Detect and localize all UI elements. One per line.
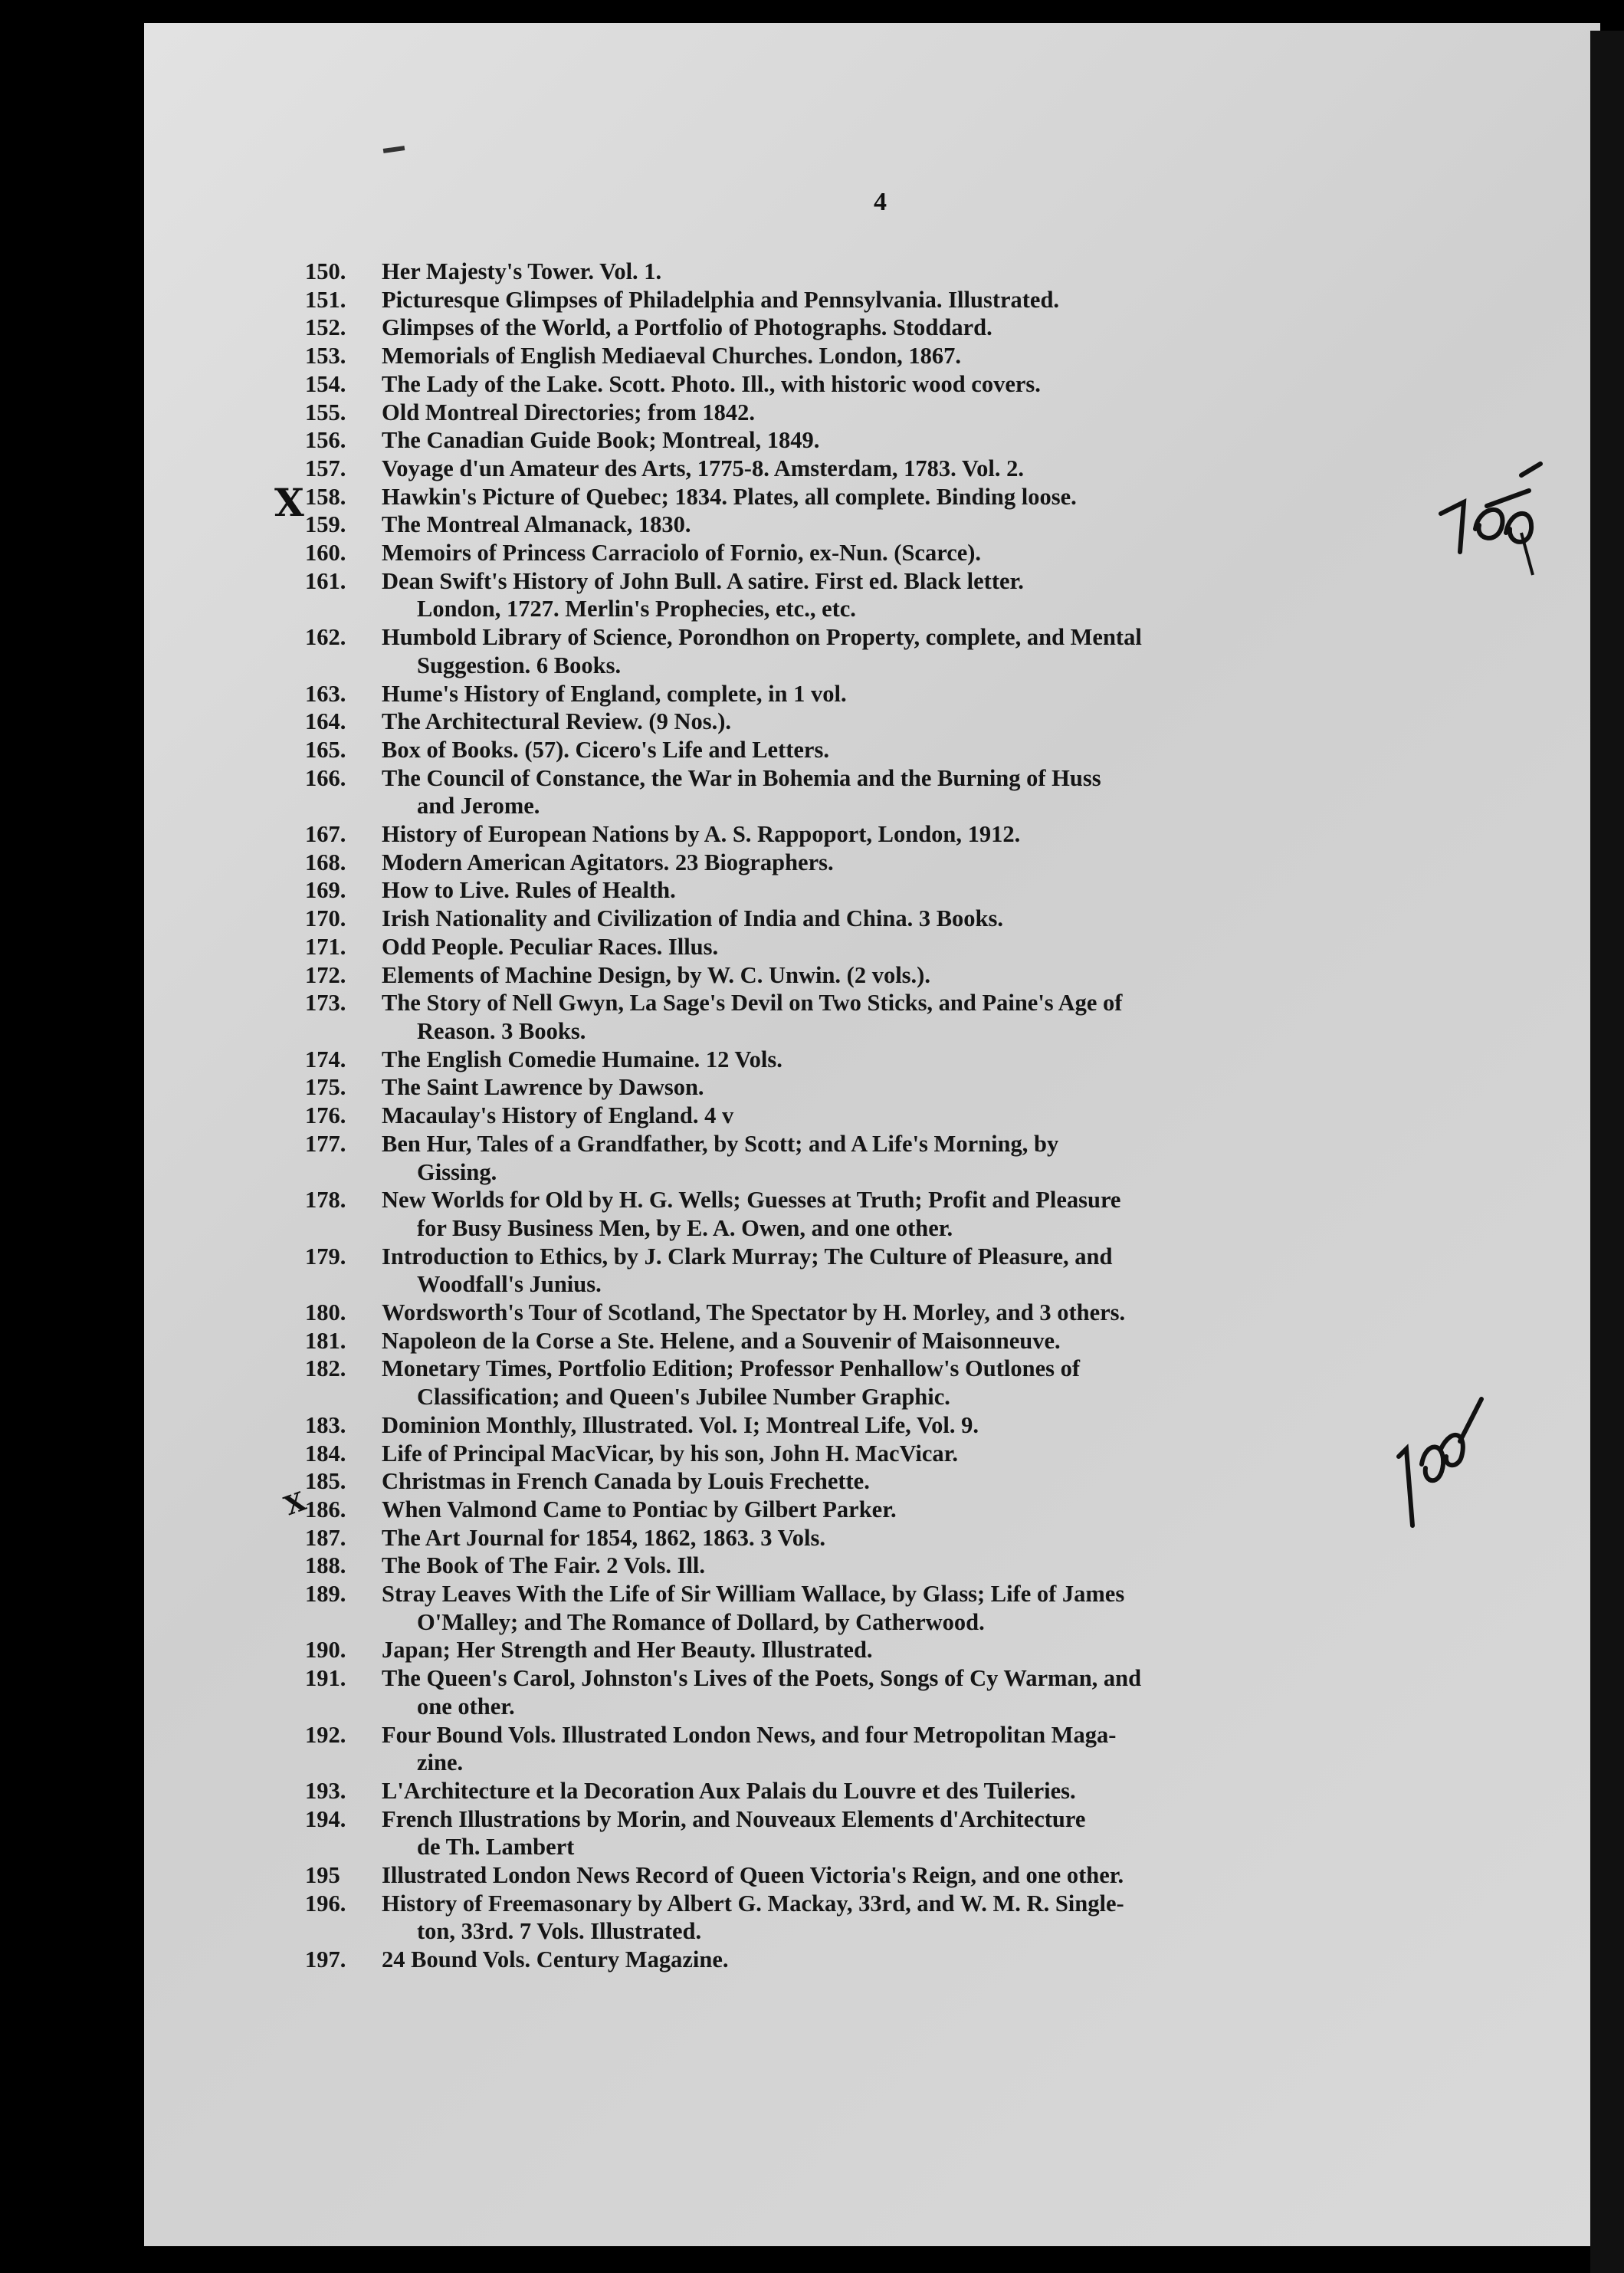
list-item xyxy=(305,314,1455,342)
item-description xyxy=(382,511,1455,539)
item-continuation-line: ton, 33rd. 7 Vols. Illustrated. xyxy=(417,1918,702,1945)
item-number: 164. xyxy=(305,708,346,735)
item-number: 155. xyxy=(305,399,346,425)
item-line: Stray Leaves With the Life of Sir William Wallace, by Glass; Life of James xyxy=(382,1581,1125,1608)
item-number: 158. xyxy=(305,483,346,510)
list-item xyxy=(305,1130,1455,1186)
item-description xyxy=(382,1496,1455,1524)
list-item xyxy=(305,370,1455,399)
item-description xyxy=(382,680,1455,708)
item-number: 151. xyxy=(305,286,346,313)
item-line: History of Freemasonary by Albert G. Mackay, 33rd, and W. M. R. Single- xyxy=(382,1890,1124,1917)
item-line: The English Comedie Humaine. 12 Vols. xyxy=(382,1046,782,1072)
item-line: Illustrated London News Record of Queen Victoria's Reign, and one other. xyxy=(382,1862,1124,1889)
item-description xyxy=(382,849,1455,877)
list-item xyxy=(305,258,1455,286)
item-continuation-line: London, 1727. Merlin's Prophecies, etc., etc. xyxy=(417,596,856,622)
item-number: 176. xyxy=(305,1102,346,1129)
item-description xyxy=(382,1327,1455,1355)
item-continuation-line: and Jerome. xyxy=(417,793,540,820)
list-item xyxy=(305,1946,1455,1974)
list-item xyxy=(305,511,1455,539)
list-item xyxy=(305,680,1455,708)
item-number: 196. xyxy=(305,1890,346,1917)
list-item xyxy=(305,905,1455,933)
item-number: 184. xyxy=(305,1440,346,1467)
item-number: 180. xyxy=(305,1299,346,1326)
item-number: 173. xyxy=(305,990,346,1017)
item-number: 179. xyxy=(305,1243,346,1270)
item-line: Memoirs of Princess Carraciolo of Fornio, ex-Nun. (Scarce). xyxy=(382,540,982,567)
item-description xyxy=(382,820,1455,849)
list-item xyxy=(305,1355,1455,1411)
item-number: 193. xyxy=(305,1777,346,1804)
item-number: 157. xyxy=(305,455,346,481)
item-description xyxy=(382,455,1455,483)
item-number: 194. xyxy=(305,1805,346,1832)
item-description xyxy=(382,1130,1455,1186)
item-line: The Council of Constance, the War in Bohemia and the Burning of Huss xyxy=(382,764,1101,791)
list-item xyxy=(305,1467,1455,1496)
list-item xyxy=(305,1243,1455,1299)
item-line: The Queen's Carol, Johnston's Lives of the Poets, Songs of Cy Warman, and xyxy=(382,1665,1142,1692)
item-description xyxy=(382,961,1455,990)
item-continuation-line: Gissing. xyxy=(417,1158,497,1185)
item-line: Four Bound Vols. Illustrated London News, and four Metropolitan Maga- xyxy=(382,1721,1117,1748)
list-item xyxy=(305,1721,1455,1777)
item-description xyxy=(382,370,1455,399)
item-line: Irish Nationality and Civilization of India and China. 3 Books. xyxy=(382,905,1003,932)
item-number: 153. xyxy=(305,343,346,370)
item-line: When Valmond Came to Pontiac by Gilbert Parker. xyxy=(382,1496,897,1522)
item-number: 156. xyxy=(305,427,346,454)
item-continuation-line: Classification; and Queen's Jubilee Number Graphic. xyxy=(417,1384,950,1411)
item-number: 195 xyxy=(305,1862,340,1889)
item-description xyxy=(382,764,1455,820)
item-description xyxy=(382,1186,1455,1242)
list-item xyxy=(305,1861,1455,1890)
list-item xyxy=(305,1046,1455,1074)
item-number: 161. xyxy=(305,567,346,594)
item-line: The Canadian Guide Book; Montreal, 1849. xyxy=(382,427,820,454)
item-description xyxy=(382,1861,1455,1890)
item-line: The Saint Lawrence by Dawson. xyxy=(382,1074,704,1101)
item-description xyxy=(382,1580,1455,1636)
item-number: 154. xyxy=(305,370,346,397)
item-number: 162. xyxy=(305,624,346,651)
item-number: 187. xyxy=(305,1524,346,1551)
item-line: Memorials of English Mediaeval Churches. London, 1867. xyxy=(382,343,962,370)
list-item xyxy=(305,455,1455,483)
item-number: 186. xyxy=(305,1496,346,1522)
item-line: Napoleon de la Corse a Ste. Helene, and a Souvenir of Maisonneuve. xyxy=(382,1327,1061,1354)
item-description xyxy=(382,1073,1455,1102)
item-number: 181. xyxy=(305,1327,346,1354)
list-item xyxy=(305,1524,1455,1552)
list-item xyxy=(305,764,1455,820)
item-continuation-line: Reason. 3 Books. xyxy=(417,1017,586,1044)
item-description xyxy=(382,1355,1455,1411)
item-number: 152. xyxy=(305,314,346,341)
x-mark-annotation-2: X xyxy=(280,1486,310,1522)
item-number: 177. xyxy=(305,1130,346,1157)
item-continuation-line: Woodfall's Junius. xyxy=(417,1271,602,1298)
item-line: The Lady of the Lake. Scott. Photo. Ill., with historic wood covers. xyxy=(382,370,1041,397)
item-continuation-line: O'Malley; and The Romance of Dollard, by Catherwood. xyxy=(417,1608,985,1635)
item-number: 178. xyxy=(305,1187,346,1214)
item-line: Life of Principal MacVicar, by his son, John H. MacVicar. xyxy=(382,1440,959,1467)
item-line: Elements of Machine Design, by W. C. Unwin. (2 vols.). xyxy=(382,961,930,988)
item-description xyxy=(382,483,1455,511)
item-description xyxy=(382,989,1455,1045)
item-continuation-line: for Busy Business Men, by E. A. Owen, and one other. xyxy=(417,1214,953,1241)
list-item xyxy=(305,539,1455,567)
item-number: 160. xyxy=(305,540,346,567)
item-number: 182. xyxy=(305,1355,346,1382)
list-item xyxy=(305,1327,1455,1355)
item-number: 163. xyxy=(305,680,346,707)
list-item xyxy=(305,399,1455,427)
list-item xyxy=(305,1664,1455,1720)
list-item xyxy=(305,1890,1455,1946)
item-description xyxy=(382,258,1455,286)
item-number: 185. xyxy=(305,1468,346,1495)
list-item xyxy=(305,1496,1455,1524)
item-description xyxy=(382,1721,1455,1777)
item-description xyxy=(382,623,1455,679)
item-description xyxy=(382,708,1455,736)
item-description xyxy=(382,1805,1455,1861)
item-number: 170. xyxy=(305,905,346,932)
item-description xyxy=(382,286,1455,314)
list-item xyxy=(305,342,1455,370)
item-description xyxy=(382,1636,1455,1664)
item-description xyxy=(382,426,1455,455)
item-number: 190. xyxy=(305,1637,346,1664)
item-number: 150. xyxy=(305,258,346,284)
item-line: Christmas in French Canada by Louis Frechette. xyxy=(382,1468,870,1495)
item-line: Hume's History of England, complete, in 1 vol. xyxy=(382,680,847,707)
item-description xyxy=(382,876,1455,905)
handwritten-price-mark-bottom xyxy=(1391,1395,1491,1549)
list-item xyxy=(305,989,1455,1045)
item-number: 168. xyxy=(305,849,346,875)
item-description xyxy=(382,1299,1455,1327)
item-line: Odd People. Peculiar Races. Illus. xyxy=(382,933,719,960)
item-description xyxy=(382,342,1455,370)
item-number: 174. xyxy=(305,1046,346,1072)
item-description xyxy=(382,1552,1455,1580)
item-number: 159. xyxy=(305,511,346,538)
item-description xyxy=(382,1243,1455,1299)
item-description xyxy=(382,1777,1455,1805)
list-item xyxy=(305,933,1455,961)
item-line: Old Montreal Directories; from 1842. xyxy=(382,399,756,425)
item-number: 172. xyxy=(305,961,346,988)
list-item xyxy=(305,820,1455,849)
item-line: The Book of The Fair. 2 Vols. Ill. xyxy=(382,1552,706,1579)
item-line: French Illustrations by Morin, and Nouveaux Elements d'Architecture xyxy=(382,1805,1086,1832)
list-item xyxy=(305,1186,1455,1242)
item-number: 175. xyxy=(305,1074,346,1101)
item-line: Monetary Times, Portfolio Edition; Professor Penhallow's Outlones of xyxy=(382,1355,1081,1382)
item-continuation-line: Suggestion. 6 Books. xyxy=(417,652,622,678)
item-number: 192. xyxy=(305,1721,346,1748)
item-line: Wordsworth's Tour of Scotland, The Spectator by H. Morley, and 3 others. xyxy=(382,1299,1126,1326)
item-line: The Art Journal for 1854, 1862, 1863. 3 Vols. xyxy=(382,1524,825,1551)
list-item xyxy=(305,1552,1455,1580)
list-item xyxy=(305,849,1455,877)
item-number: 197. xyxy=(305,1946,346,1973)
item-description xyxy=(382,1046,1455,1074)
item-line: History of European Nations by A. S. Rappoport, London, 1912. xyxy=(382,821,1021,848)
item-description xyxy=(382,1664,1455,1720)
item-line: New Worlds for Old by H. G. Wells; Guesses at Truth; Profit and Pleasure xyxy=(382,1187,1121,1214)
list-item xyxy=(305,623,1455,679)
item-line: How to Live. Rules of Health. xyxy=(382,877,676,904)
item-description xyxy=(382,567,1455,623)
page-edge-shadow xyxy=(1590,31,1624,2273)
item-description xyxy=(382,399,1455,427)
item-description xyxy=(382,933,1455,961)
item-number: 165. xyxy=(305,736,346,763)
item-description xyxy=(382,1946,1455,1974)
item-number: 188. xyxy=(305,1552,346,1579)
item-line: Picturesque Glimpses of Philadelphia and Pennsylvania. Illustrated. xyxy=(382,286,1060,313)
list-item xyxy=(305,1411,1455,1440)
item-line: Macaulay's History of England. 4 v xyxy=(382,1102,734,1129)
list-item xyxy=(305,426,1455,455)
item-line: Humbold Library of Science, Porondhon on Property, complete, and Mental xyxy=(382,624,1142,651)
page-number: 4 xyxy=(874,188,887,216)
item-line: Box of Books. (57). Cicero's Life and Letters. xyxy=(382,736,829,763)
item-description xyxy=(382,1890,1455,1946)
item-number: 169. xyxy=(305,877,346,904)
list-item xyxy=(305,961,1455,990)
item-description xyxy=(382,1411,1455,1440)
item-number: 189. xyxy=(305,1581,346,1608)
list-item xyxy=(305,286,1455,314)
item-line: 24 Bound Vols. Century Magazine. xyxy=(382,1946,729,1973)
item-line: The Montreal Almanack, 1830. xyxy=(382,511,691,538)
item-line: Her Majesty's Tower. Vol. 1. xyxy=(382,258,662,284)
item-line: Voyage d'un Amateur des Arts, 1775-8. Amsterdam, 1783. Vol. 2. xyxy=(382,455,1024,481)
item-description xyxy=(382,736,1455,764)
item-line: Introduction to Ethics, by J. Clark Murray; The Culture of Pleasure, and xyxy=(382,1243,1113,1270)
item-line: Glimpses of the World, a Portfolio of Photographs. Stoddard. xyxy=(382,314,992,341)
item-continuation-line: one other. xyxy=(417,1693,515,1720)
list-item xyxy=(305,1102,1455,1130)
item-description xyxy=(382,314,1455,342)
item-line: Dominion Monthly, Illustrated. Vol. I; Montreal Life, Vol. 9. xyxy=(382,1411,979,1438)
handwritten-price-mark-top xyxy=(1433,460,1548,583)
list-item xyxy=(305,736,1455,764)
list-item xyxy=(305,1805,1455,1861)
item-line: Hawkin's Picture of Quebec; 1834. Plates, all complete. Binding loose. xyxy=(382,483,1077,510)
item-continuation-line: zine. xyxy=(417,1749,464,1776)
item-line: Japan; Her Strength and Her Beauty. Illustrated. xyxy=(382,1637,873,1664)
item-description xyxy=(382,905,1455,933)
list-item xyxy=(305,1073,1455,1102)
list-item xyxy=(305,1580,1455,1636)
item-description xyxy=(382,1467,1455,1496)
item-description xyxy=(382,539,1455,567)
item-line: Modern American Agitators. 23 Biographers. xyxy=(382,849,834,875)
list-item xyxy=(305,708,1455,736)
item-number: 167. xyxy=(305,821,346,848)
x-mark-annotation: X xyxy=(274,480,304,525)
item-continuation-line: de Th. Lambert xyxy=(417,1834,575,1861)
item-line: The Architectural Review. (9 Nos.). xyxy=(382,708,732,735)
list-item xyxy=(305,876,1455,905)
list-item xyxy=(305,1777,1455,1805)
item-number: 171. xyxy=(305,933,346,960)
list-item xyxy=(305,483,1455,511)
list-item xyxy=(305,1440,1455,1468)
item-description xyxy=(382,1440,1455,1468)
list-item xyxy=(305,1299,1455,1327)
item-number: 166. xyxy=(305,764,346,791)
item-number: 191. xyxy=(305,1665,346,1692)
item-line: Ben Hur, Tales of a Grandfather, by Scott; and A Life's Morning, by xyxy=(382,1130,1059,1157)
item-line: The Story of Nell Gwyn, La Sage's Devil on Two Sticks, and Paine's Age of xyxy=(382,990,1123,1017)
catalogue-list xyxy=(305,258,1455,1974)
item-line: Dean Swift's History of John Bull. A satire. First ed. Black letter. xyxy=(382,567,1024,594)
item-description xyxy=(382,1524,1455,1552)
list-item xyxy=(305,567,1455,623)
item-line: L'Architecture et la Decoration Aux Palais du Louvre et des Tuileries. xyxy=(382,1777,1076,1804)
list-item xyxy=(305,1636,1455,1664)
item-description xyxy=(382,1102,1455,1130)
item-number: 183. xyxy=(305,1411,346,1438)
